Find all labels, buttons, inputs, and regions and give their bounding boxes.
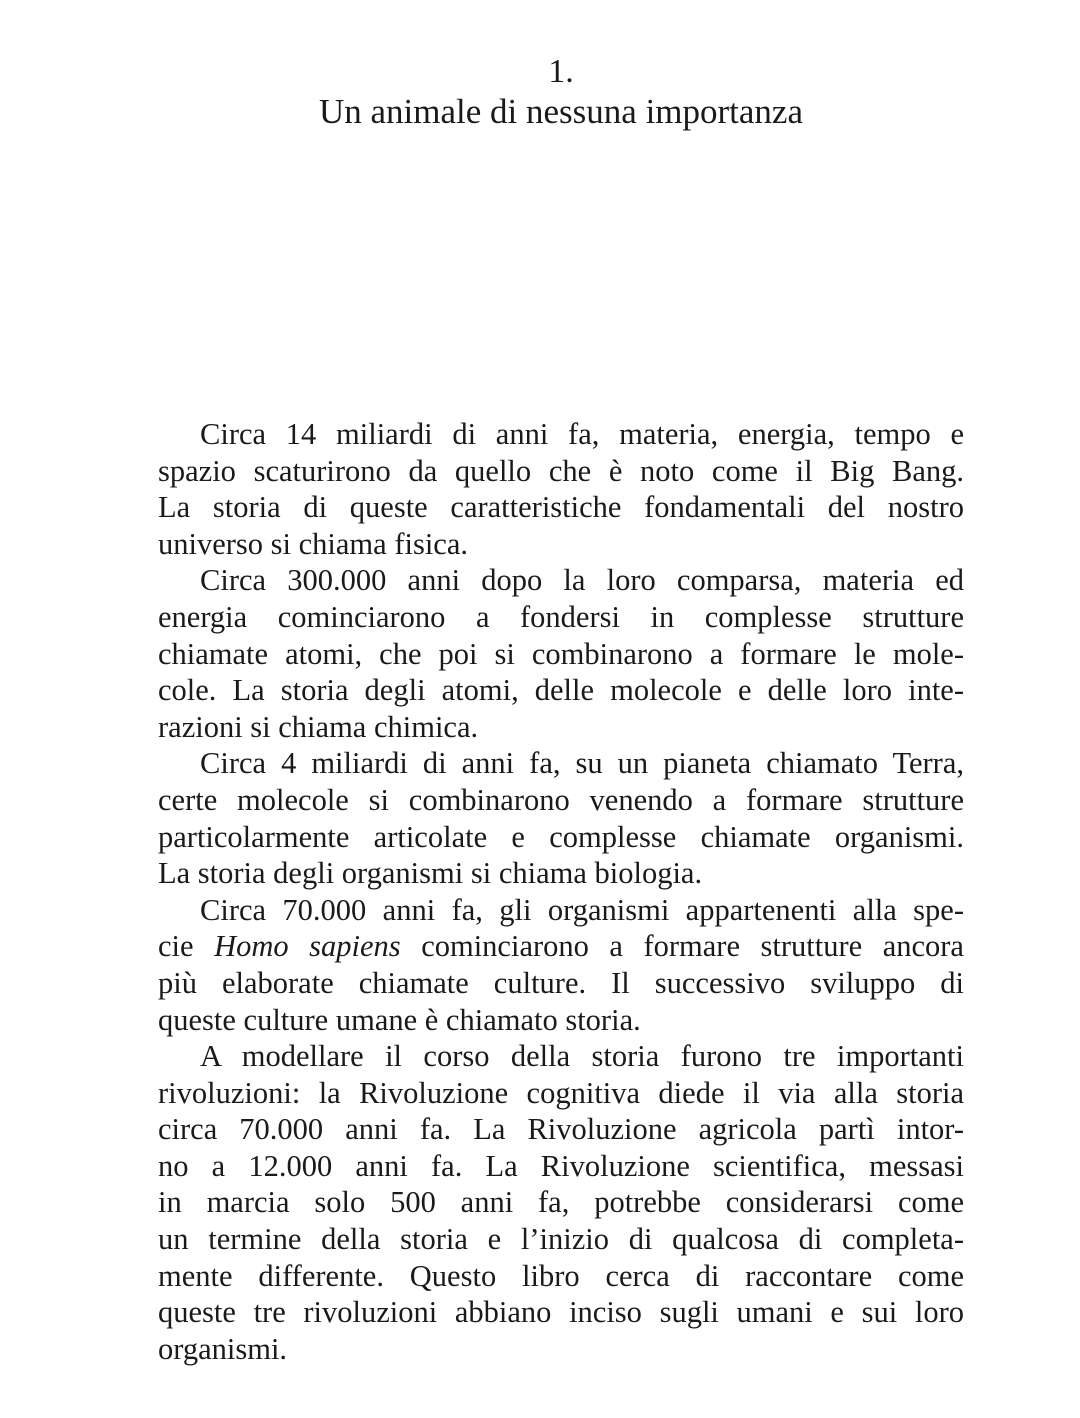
- paragraph-line-with-italic: [158, 928, 964, 965]
- paragraph-line: particolarmente articolate e complesse chiamate organismi.: [158, 819, 964, 854]
- paragraph-line: cole. La storia degli atomi, delle molecole e delle loro inte-: [158, 673, 964, 708]
- paragraph-line: chiamate atomi, che poi si combinarono a formare le mole-: [158, 636, 964, 671]
- paragraph-2: [158, 562, 964, 745]
- paragraph-line: A modellare il corso della storia furono tre importanti: [200, 1039, 964, 1074]
- paragraph-5: [158, 1038, 964, 1367]
- chapter-title: Un animale di nessuna importanza: [318, 92, 804, 131]
- paragraph-line: un termine della storia e l’inizio di qualcosa di completa-: [158, 1222, 964, 1257]
- paragraph-4: [158, 892, 964, 1038]
- paragraph-line: La storia degli organismi si chiama biologia.: [158, 856, 703, 891]
- paragraph-line: organismi.: [158, 1331, 288, 1366]
- chapter-number: 1.: [548, 53, 574, 90]
- paragraph-1: [158, 416, 964, 562]
- paragraph-line: La storia di queste caratteristiche fondamentali del nostro: [158, 490, 964, 525]
- paragraph-line: più elaborate chiamate culture. Il successivo sviluppo di: [158, 965, 964, 1000]
- paragraph-line: Circa 300.000 anni dopo la loro comparsa, materia ed: [200, 563, 964, 598]
- paragraph-line: queste culture umane è chiamato storia.: [158, 1002, 641, 1037]
- paragraph-line: Circa 14 miliardi di anni fa, materia, energia, tempo e: [200, 417, 964, 451]
- paragraph-3: [158, 745, 964, 891]
- paragraph-line: certe molecole si combinarono venendo a formare strutture: [158, 782, 964, 817]
- paragraph-line: Circa 4 miliardi di anni fa, su un pianeta chiamato Terra,: [200, 746, 964, 781]
- paragraph-line: energia cominciarono a fondersi in complesse strutture: [158, 599, 964, 634]
- paragraph-line: Circa 70.000 anni fa, gli organismi appartenenti alla spe-: [200, 892, 964, 927]
- italic-species-name: Homo sapiens: [214, 929, 401, 964]
- text-run: cie: [158, 929, 215, 964]
- text-run: cominciarono a formare strutture ancora: [400, 929, 964, 964]
- paragraph-line: circa 70.000 anni fa. La Rivoluzione agricola partì intor-: [158, 1112, 964, 1147]
- chapter-body: [158, 416, 964, 1367]
- paragraph-line: in marcia solo 500 anni fa, potrebbe considerarsi come: [158, 1185, 964, 1220]
- paragraph-line: universo si chiama fisica.: [158, 526, 468, 561]
- paragraph-line: queste tre rivoluzioni abbiano inciso sugli umani e sui loro: [158, 1295, 964, 1330]
- paragraph-line: no a 12.000 anni fa. La Rivoluzione scientifica, messasi: [158, 1148, 964, 1183]
- paragraph-line: mente differente. Questo libro cerca di raccontare come: [158, 1258, 964, 1293]
- paragraph-line: spazio scaturirono da quello che è noto come il Big Bang.: [158, 453, 964, 488]
- paragraph-line: razioni si chiama chimica.: [158, 709, 479, 744]
- paragraph-line: rivoluzioni: la Rivoluzione cognitiva diede il via alla storia: [158, 1075, 964, 1110]
